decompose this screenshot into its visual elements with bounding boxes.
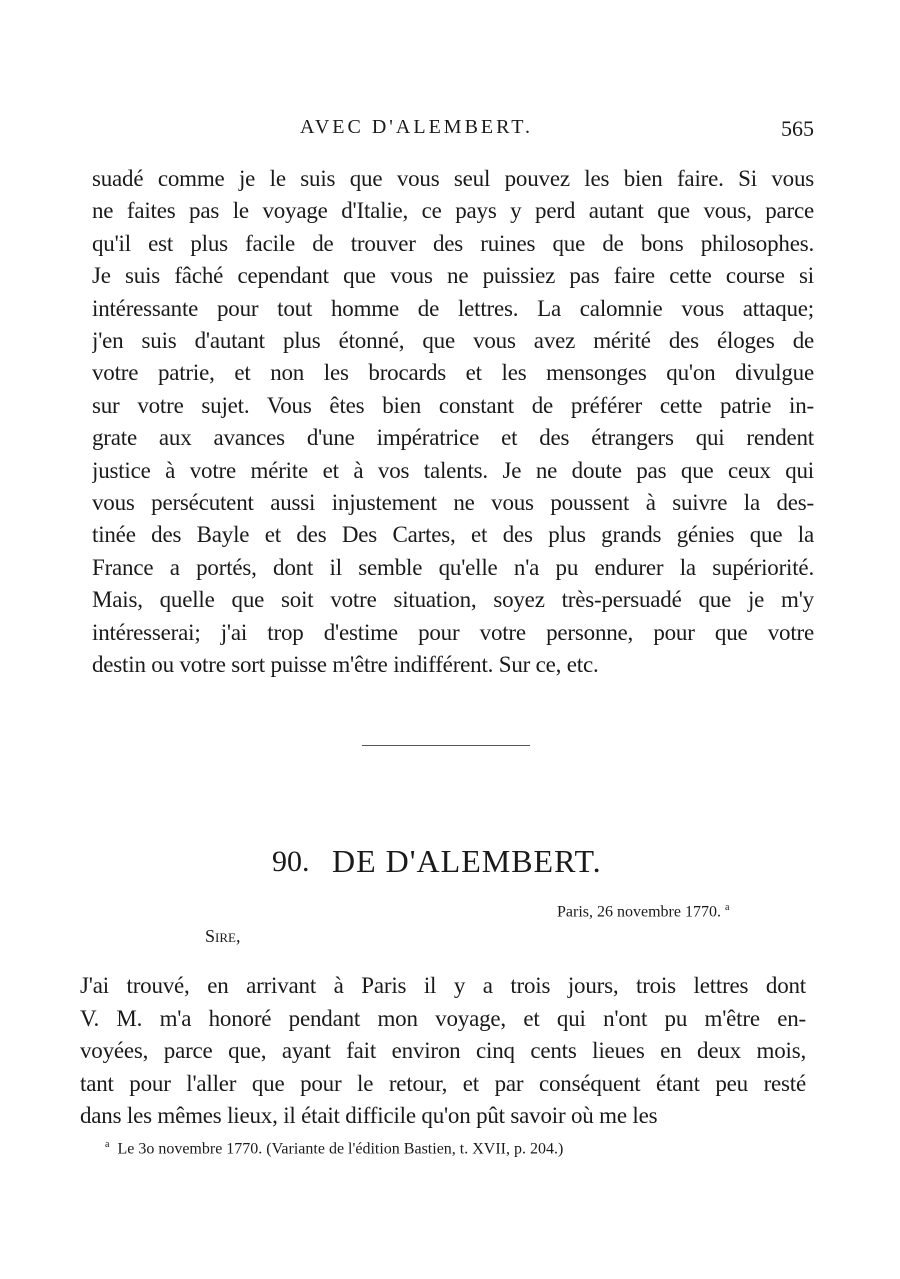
text-line: dans les mêmes lieux, il était difficile qu'on pût savoir où me les: [80, 1103, 658, 1128]
text-line: suadé comme je le suis que vous seul pouvez les bien faire. Si vous: [92, 166, 814, 191]
text-line: j'en suis d'autant plus étonné, que vous avez mérité des éloges de: [92, 328, 814, 353]
text-line: intéresserai; j'ai trop d'estime pour votre personne, pour que votre: [92, 619, 814, 645]
footnote-ref: a: [724, 902, 730, 913]
section-divider: [362, 745, 530, 746]
text-line: voyées, parce que, ayant fait environ cinq cents lieues en deux mois,: [80, 1038, 806, 1063]
text-line: intéressante pour tout homme de lettres. La calomnie vous attaque;: [92, 295, 814, 321]
footnote-marker: a: [105, 1139, 110, 1150]
text-line: V. M. m'a honoré pendant mon voyage, et qui n'ont pu m'être en-: [80, 1005, 806, 1031]
text-line: J'ai trouvé, en arrivant à Paris il y a trois jours, trois lettres dont: [80, 973, 806, 998]
running-title: AVEC D'ALEMBERT.: [300, 116, 533, 138]
text-line: ne faites pas le voyage d'Italie, ce pays y perd autant que vous, parce: [92, 198, 814, 224]
date-text: Paris, 26 novembre 1770.: [557, 903, 721, 921]
text-line: destin ou votre sort puisse m'être indifférent. Sur ce, etc.: [92, 652, 599, 677]
text-line: France a portés, dont il semble qu'elle n'a pu endurer la supériorité.: [92, 554, 814, 580]
text-line: votre patrie, et non les brocards et les mensonges qu'on divulgue: [92, 360, 814, 386]
letter-title: DE D'ALEMBERT.: [332, 843, 602, 879]
text-line: justice à votre mérite et à vos talents. Je ne doute pas que ceux qui: [92, 457, 814, 483]
text-line: sur votre sujet. Vous êtes bien constant de préférer cette patrie in-: [92, 392, 814, 418]
text-line: qu'il est plus facile de trouver des ruines que de bons philosophes.: [92, 230, 814, 256]
text-line: tinée des Bayle et des Des Cartes, et des plus grands génies que la: [92, 522, 814, 548]
salutation: Sire,: [205, 926, 241, 946]
footnote: [105, 1139, 563, 1158]
text-line: Je suis fâché cependant que vous ne puissiez pas faire cette course si: [92, 263, 814, 289]
text-line: vous persécutent aussi injustement ne vous poussent à suivre la des-: [92, 490, 814, 515]
text-line: Mais, quelle que soit votre situation, soyez très-persuadé que je m'y: [92, 587, 814, 613]
text-line: tant pour l'aller que pour le retour, et par conséquent étant peu resté: [80, 1070, 806, 1096]
footnote-text: Le 3o novembre 1770. (Variante de l'édition Bastien, t. XVII, p. 204.): [117, 1140, 564, 1158]
letter-date: [557, 902, 729, 921]
letter-number: 90.: [272, 845, 310, 878]
page-number: 565: [781, 116, 814, 141]
text-line: grate aux avances d'une impératrice et des étrangers qui rendent: [92, 425, 814, 451]
